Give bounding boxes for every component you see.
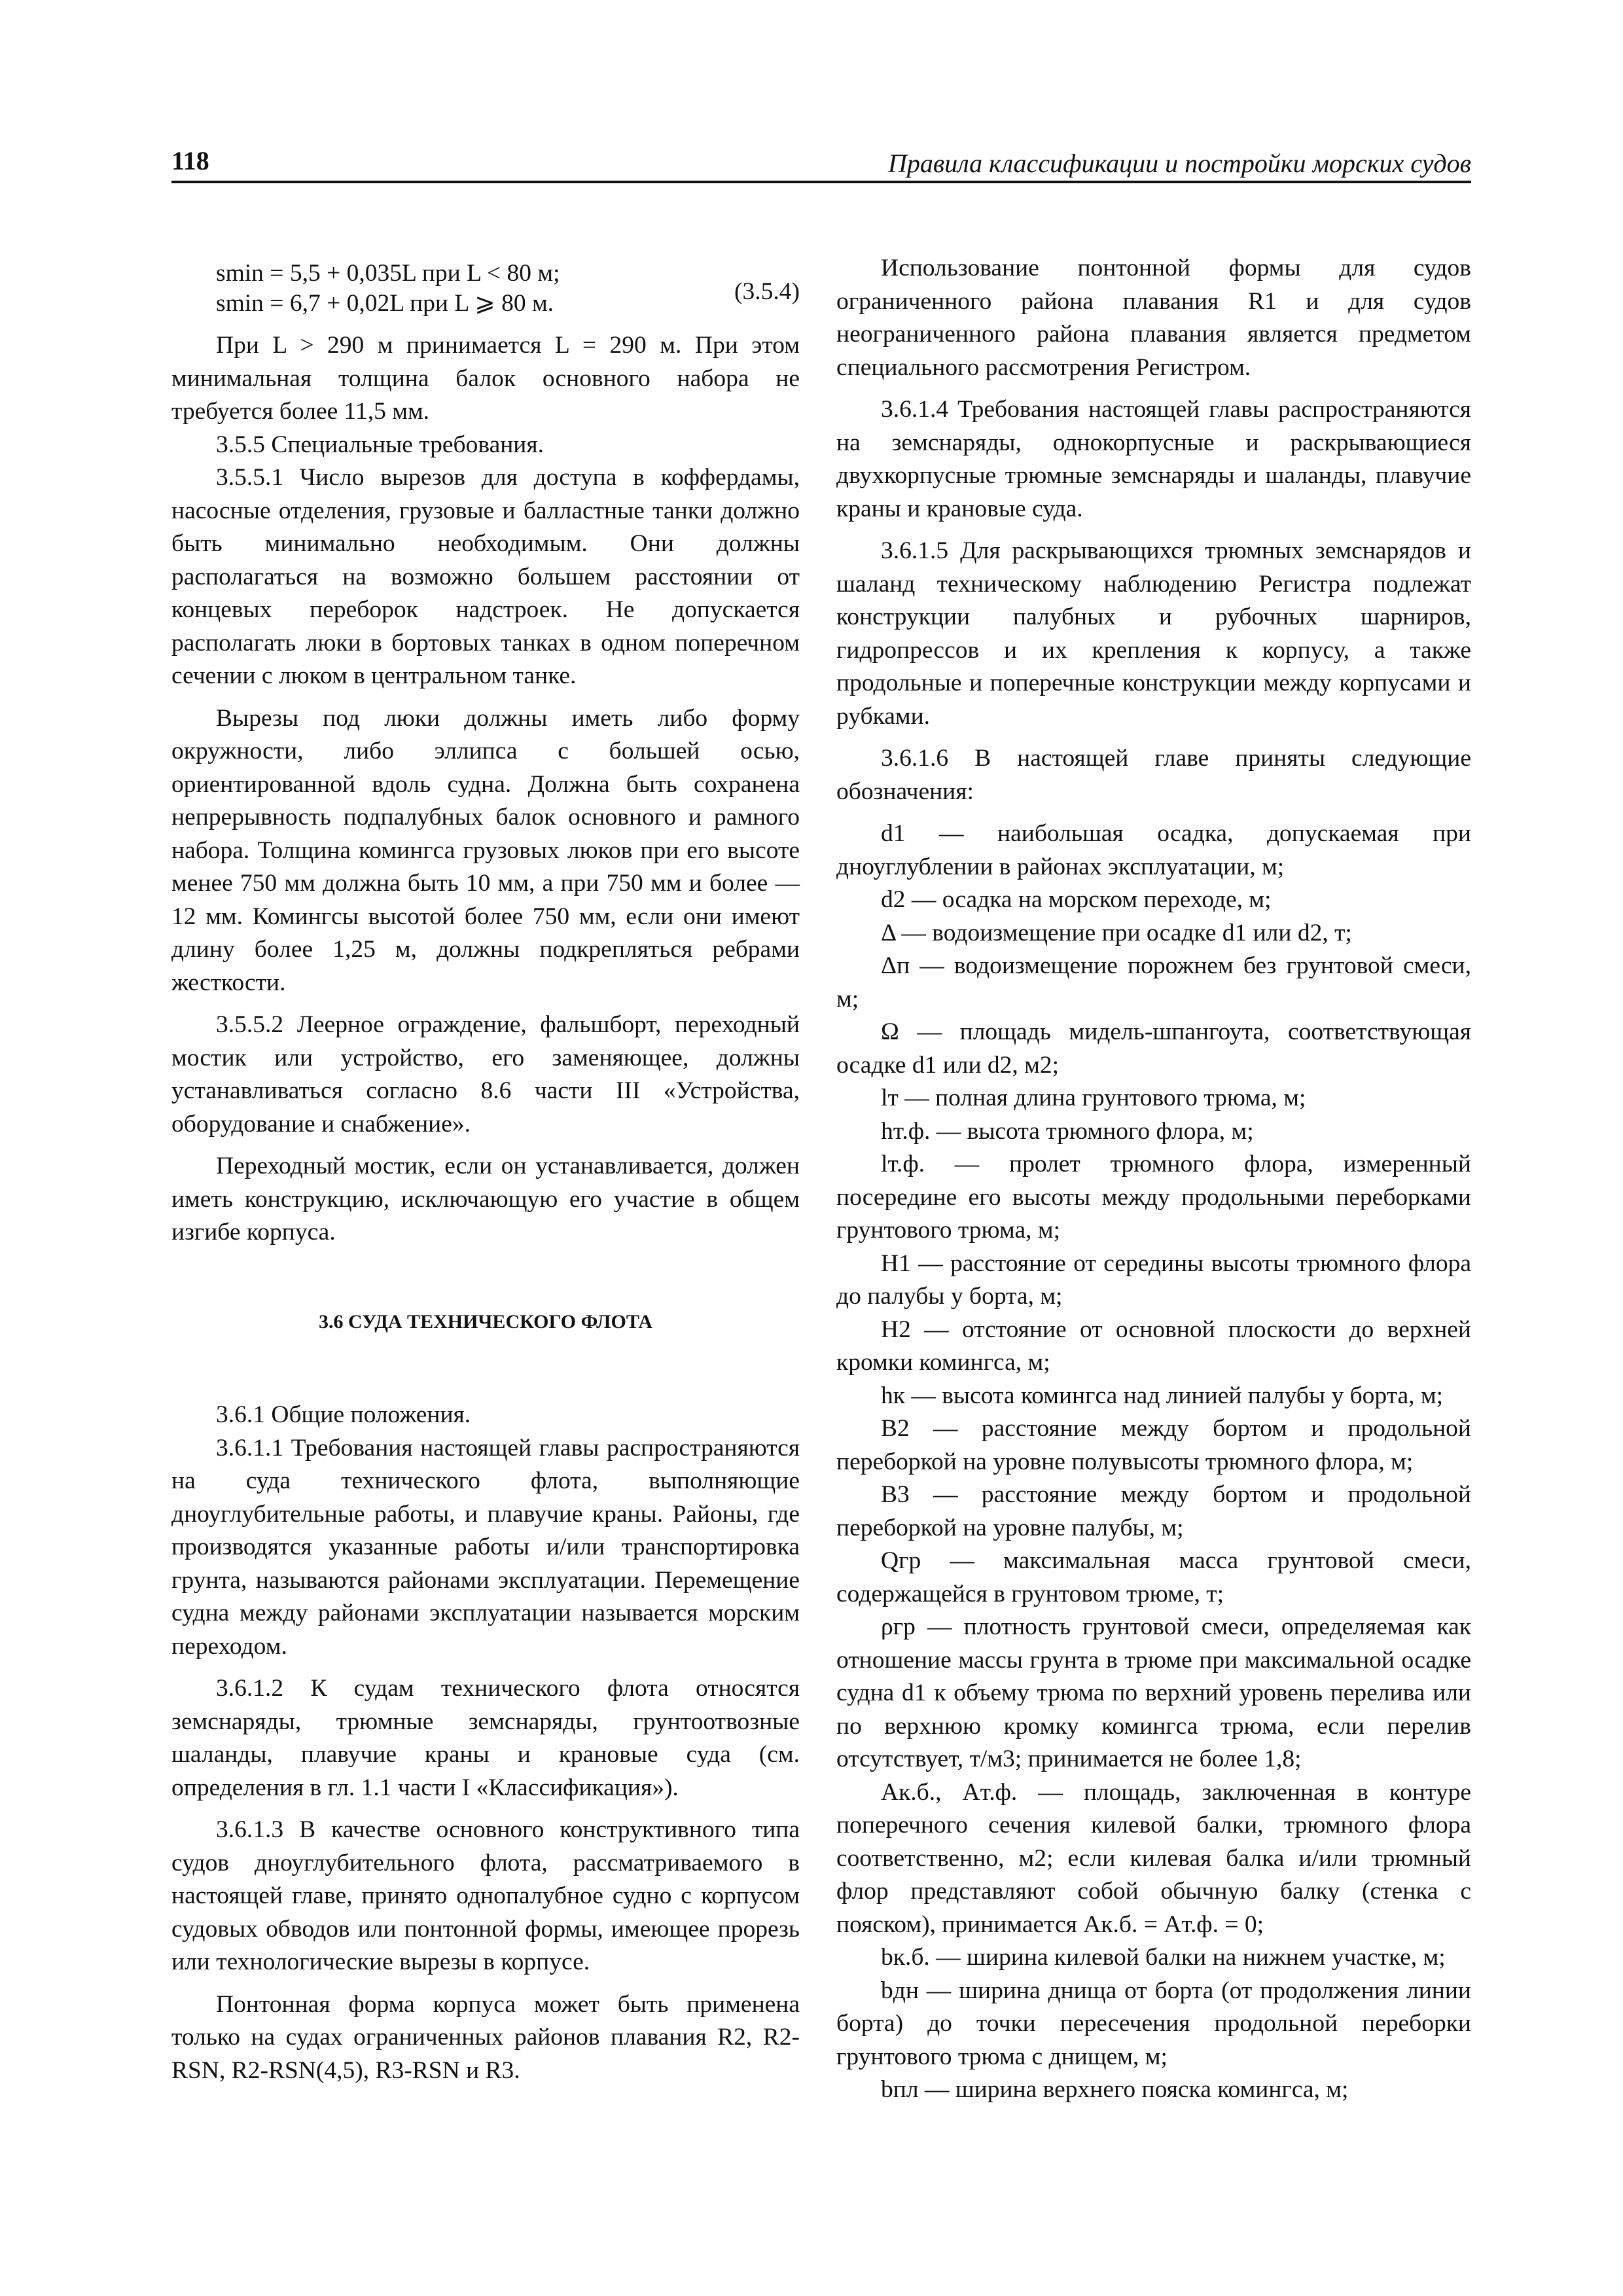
formula-line-2: smin = 6,7 + 0,02L при L ⩾ 80 м. xyxy=(216,290,554,317)
definition-item: bпл — ширина верхнего пояска комингса, м; xyxy=(881,2076,1349,2103)
paragraph-gangway: Переходный мостик, если он устанавливается, должен иметь конструкцию, исключающую его участие в общем изгибе корпуса. xyxy=(171,1153,800,1246)
definition-item: Ω — площадь мидель-шпангоута, соответствующая осадке d1 или d2, м2; xyxy=(836,1018,1471,1079)
definition-item: H1 — расстояние от середины высоты трюмного флора до палубы у борта, м; xyxy=(836,1249,1471,1310)
paragraph-3-6-1-6: 3.6.1.6 В настоящей главе приняты следующие обозначения: xyxy=(836,745,1471,805)
definition-item: Δп — водоизмещение порожнем без грунтовой смеси, м; xyxy=(836,952,1471,1013)
definition-item: hк — высота комингса над линией палубы у борта, м; xyxy=(881,1382,1444,1409)
paragraph-3-5-5-1: 3.5.5.1 Число вырезов для доступа в коффердамы, насосные отделения, грузовые и балластные танки должно быть минимально необходимым. Они должны располагаться на возможно большем расстоянии от концевых переборок надстроек. Не допускается располагать люки в бортовых танках в одном поперечном сечении с люком в центральном танке. xyxy=(171,464,800,689)
page-header xyxy=(171,145,1471,182)
heading-3-5-5: 3.5.5 Специальные требования. xyxy=(216,431,544,458)
definition-item: bдн — ширина днища от борта (от продолжения линии борта) до точки пересечения продольной переборки грунтового трюма с днищем, м; xyxy=(836,1977,1471,2070)
formula-line-1: smin = 5,5 + 0,035L при L < 80 м; xyxy=(216,260,560,287)
paragraph-3-6-1-4: 3.6.1.4 Требования настоящей главы распространяются на земснаряды, однокорпусные и раскрывающиеся двухкорпусные трюмные земснаряды и шаланды, плавучие краны и крановые суда. xyxy=(836,396,1471,522)
definition-item: ρгр — плотность грунтовой смеси, определяемая как отношение массы грунта в трюме при максимальной осадке судна d1 к объему трюма по верхний уровень перелива или по верхнюю кромку комингса трюма, если перелив отсутствует, т/м3; принимается не более 1,8; xyxy=(836,1613,1471,1772)
definition-item: lт.ф. — пролет трюмного флора, измеренный посередине его высоты между продольными переборками грунтового трюма, м; xyxy=(836,1151,1471,1244)
definition-item: H2 — отстояние от основной плоскости до верхней кромки комингса, м; xyxy=(836,1316,1471,1376)
definition-item: bк.б. — ширина килевой балки на нижнем участке, м; xyxy=(881,1944,1446,1971)
paragraph-3-6-1-5: 3.6.1.5 Для раскрывающихся трюмных земснарядов и шаланд техническому наблюдению Регистра подлежат конструкции палубных и рубочных шарниров, гидропрессов и их крепления к корпусу, а также продольные и поперечные конструкции между корпусами и рубками. xyxy=(836,537,1471,730)
running-title: Правила классификации и постройки морских судов xyxy=(887,149,1471,178)
paragraph-3-6-1-1: 3.6.1.1 Требования настоящей главы распространяются на суда технического флота, выполняющие дноуглубительные работы, и плавучие краны. Районы, где производятся указанные работы и/или транспортировка грунта, называются районами эксплуатации. Перемещение судна между районами эксплуатации называется морским переходом. xyxy=(171,1434,800,1660)
paragraph-3-5-5-2: 3.5.5.2 Леерное ограждение, фальшборт, переходный мостик или устройство, его заменяющее, должны устанавливаться согласно 8.6 части III «Устройства, оборудование и снабжение». xyxy=(171,1011,800,1138)
heading-3-6-1: 3.6.1 Общие положения. xyxy=(216,1401,471,1428)
paragraph-hatch-cutouts: Вырезы под люки должны иметь либо форму окружности, либо эллипса с большей осью, ориентированной вдоль судна. Должна быть сохранена непрерывность подпалубных балок основного и рамного набора. Толщина комингса грузовых люков при его высоте менее 750 мм должна быть 10 мм, а при 750 мм и более — 12 мм. Комингсы высотой более 750 мм, если они имеют длину более 1,25 м, должны подкрепляться ребрами жесткости. xyxy=(171,704,800,996)
header-rule xyxy=(171,181,1471,183)
formula-number: (3.5.4) xyxy=(734,278,800,305)
definition-item: d1 — наибольшая осадка, допускаемая при дноуглублении в районах эксплуатации, м; xyxy=(836,820,1471,880)
formula-3-5-4 xyxy=(171,252,800,316)
definition-item: B3 — расстояние между бортом и продольной переборкой на уровне палубы, м; xyxy=(836,1481,1471,1541)
left-column xyxy=(171,252,800,2087)
definition-item: Aк.б., Aт.ф. — площадь, заключенная в контуре поперечного сечения килевой балки, трюмного флора соответственно, м2; если килевая балка и/или трюмный флор представляют собой обычную балку (стенка с пояском), принимается Aк.б. = Aт.ф. = 0; xyxy=(836,1778,1471,1938)
definition-item: Δ — водоизмещение при осадке d1 или d2, т; xyxy=(881,919,1352,946)
paragraph-3-6-1-2: 3.6.1.2 К судам технического флота относятся земснаряды, трюмные земснаряды, грунтоотвозные шаланды, плавучие краны и крановые суда (см. определения в гл. 1.1 части I «Классификация»). xyxy=(171,1675,800,1801)
right-column xyxy=(836,252,1471,2107)
paragraph-3-6-1-3: 3.6.1.3 В качестве основного конструктивного типа судов дноуглубительного флота, рассматриваемого в настоящей главе, принято однопалубное судно с корпусом судовых обводов или понтонной формы, имеющее прорезь или технологические вырезы в корпусе. xyxy=(171,1816,800,1975)
paragraph-pontoon-use: Использование понтонной формы для судов ограниченного района плавания R1 и для судов неограниченного района плавания является предметом специального рассмотрения Регистром. xyxy=(836,255,1471,381)
definition-item: lт — полная длина грунтового трюма, м; xyxy=(881,1085,1306,1111)
page-number: 118 xyxy=(171,146,209,175)
paragraph-pontoon-form: Понтонная форма корпуса может быть применена только на судах ограниченных районов плавания R2, R2-RSN, R2-RSN(4,5), R3-RSN и R3. xyxy=(171,1990,800,2084)
paragraph-min-thickness: При L > 290 м принимается L = 290 м. При этом минимальная толщина балок основного набора не требуется более 11,5 мм. xyxy=(171,332,800,425)
definition-item: Qгр — максимальная масса грунтовой смеси, содержащейся в грунтовом трюме, т; xyxy=(836,1547,1471,1607)
definition-item: B2 — расстояние между бортом и продольной переборкой на уровне полувысоты трюмного флора, м; xyxy=(836,1415,1471,1475)
definition-item: d2 — осадка на морском переходе, м; xyxy=(881,886,1272,913)
section-title-3-6: 3.6 СУДА ТЕХНИЧЕСКОГО ФЛОТА xyxy=(319,1310,652,1333)
definition-item: hт.ф. — высота трюмного флора, м; xyxy=(881,1117,1254,1145)
